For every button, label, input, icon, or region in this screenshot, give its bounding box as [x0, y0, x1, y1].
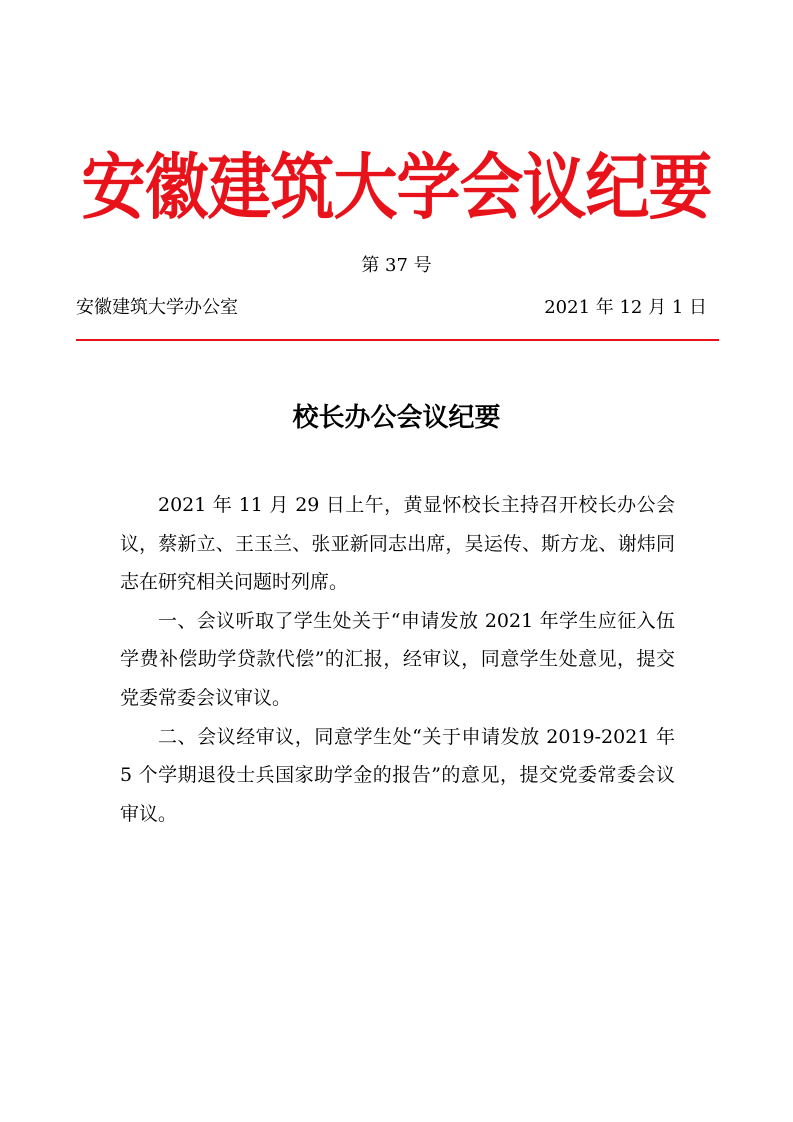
body-paragraph-2: 一、会议听取了学生处关于“申请发放 2021 年学生应征入伍学费补偿助学贷款代偿”的汇报，经审议，同意学生处意见，提交党委常委会议审议。 — [120, 609, 675, 709]
document-number: 第 37 号 — [361, 255, 432, 276]
issue-date: 2021 年 12 月 1 日 — [544, 297, 707, 318]
masthead-title: 安徽建筑大学会议纪要 — [81, 146, 712, 230]
issuer-office: 安徽建筑大学办公室 — [76, 297, 238, 318]
body-paragraph-3: 二、会议经审议，同意学生处“关于申请发放 2019-2021 年 5 个学期退役士兵国家助学金的报告”的意见，提交党委常委会议审议。 — [120, 725, 675, 825]
body-paragraph-1: 2021 年 11 月 29 日上午，黄显怀校长主持召开校长办公会议，蔡新立、王玉兰、张亚新同志出席，吴运传、斯方龙、谢炜同志在研究相关问题时列席。 — [120, 494, 675, 594]
red-divider — [76, 339, 719, 341]
document-body — [120, 486, 675, 833]
document-title: 校长办公会议纪要 — [292, 403, 501, 433]
